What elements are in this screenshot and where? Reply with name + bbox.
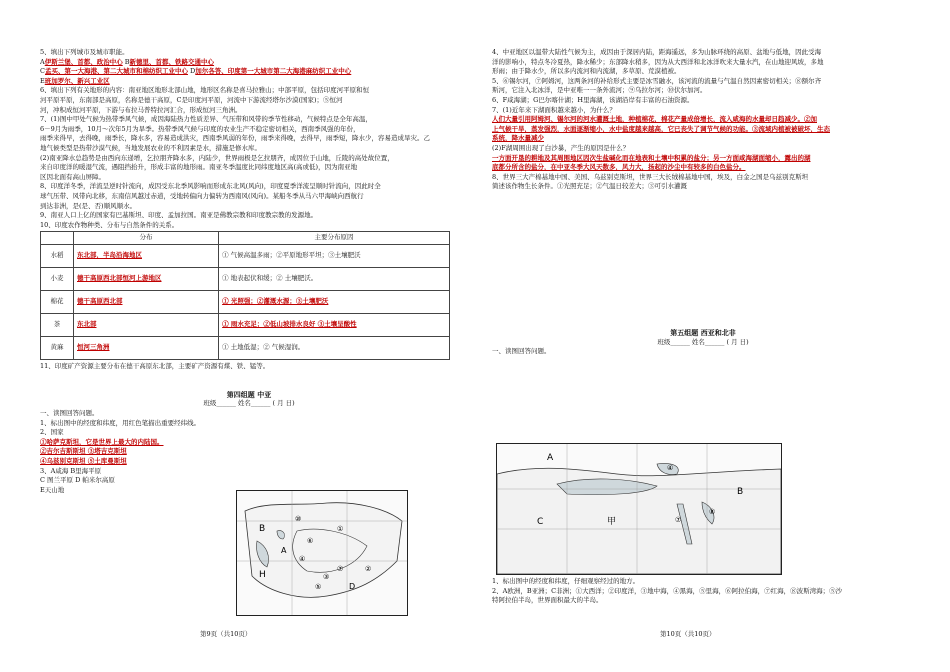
map-label: C (537, 517, 544, 527)
q7-2-line-3: 区因北面有高山屏障。 (40, 172, 105, 181)
s4-line-3: ①哈萨克斯坦，它是世界上最大的内陆国。 (40, 437, 164, 446)
q7-line-4: 地气候类型是热带沙漠气候，当地发展农业的不利因素是水，措施是修水库。 (40, 143, 261, 152)
map-label: ⑦ (337, 565, 344, 573)
map-label: ⑧ (709, 508, 716, 516)
q7-2-answer-1: 一方面开垦的耕地及其周围地区因次生盐碱化而在地表和土壤中积累的盐分；另一方面咸海湖面缩小，露出的湖 (492, 153, 811, 162)
map-label: ⑦ (675, 516, 682, 524)
map-label: ② (365, 565, 372, 573)
q4-line-1: 4、中亚地区以温带大陆性气候为主，成因由于深居内陆，距海遥远，多为山脉环绕的高原、盆地与低地，因此受海 (492, 48, 822, 56)
s5-line-2: 2、A欧洲，B亚洲；C非洲；①大西洋；②印度洋，③地中海，④黑海，⑤里海，⑥阿拉伯海，⑦红海，⑧波斯湾海；⑤沙 (492, 586, 843, 595)
left-page (40, 48, 458, 495)
q6-line-2: 河平原平原，东南部是高原，名称是德干高原，C是印度河平原，河流中下游流经塔尔沙漠(国家)；⑤恒河 (40, 95, 343, 104)
q7-answer-2: 上气候干旱，蒸发强烈，水面逐渐缩小，水中盐度越来越高，它已丧失了调节气候的功能。③流域内植被被破坏，生态 (492, 124, 830, 133)
q6-line: 6、F咸海湖；G巴尔喀什湖；H里海湖，该湖沿岸有丰富的石油资源。 (492, 95, 694, 104)
q5-line-e: E班加罗尔、新兴工业区 (40, 76, 110, 85)
s4-line-2: 2、国家 (40, 428, 64, 437)
central-asia-map (236, 490, 408, 616)
q5-line-1: 5、⑥锡尔河，⑦阿姆河，这两条河的补给形式主要是冰雪融水，该河流的流量与气温自然因素密切相关；⑧额尔齐 (492, 76, 822, 85)
table-row: 棉花 德干高原西北部 ① 光照强；②灌溉水源；③土壤肥沃 (41, 291, 450, 314)
q8-line-2: 简述该作物生长条件。①光照充足；②气温日较差大；③可引水灌溉 (492, 182, 687, 191)
s5-question: 一、读图回答问题。 (492, 347, 551, 356)
q7-answer-3: 系统，降水量减少 (492, 134, 544, 143)
q10-line: 10、印度农作物种类、分布与自然条件的关系。 (40, 220, 179, 229)
q9-line: 9、南亚人口上亿的国家有巴基斯坦、印度、孟加拉国。南亚是佛教宗教和印度教宗教的发源地。 (40, 211, 318, 220)
section-4-meta: 班级______ 姓名______ ( 月 日) (203, 399, 295, 408)
q5-line-c: C孟买、第一大海港、第二大城市和棉纺织工业中心 D加尔各答、印度第一大城市第二大海港麻纺织工业中心 (40, 67, 352, 76)
map-label: ① (337, 525, 344, 533)
map-label: ④ (299, 555, 306, 563)
table-row: 黄麻 恒河三角洲 ① 土地低湿；② 气候湿润。 (41, 337, 450, 360)
q7-answer-1: 人们大量引用阿姆河、锡尔河的河水灌溉土地，种植棉花，棉花产量成倍增长，流入咸海的水量却日趋减少。②加 (492, 115, 817, 124)
q8-line-2: 球气压带、风带向北移，东南信风越过赤道，受地转偏向力偏转为西南风(风向)。某船冬季从马六甲海峡向西航行 (40, 191, 364, 200)
map-label: ⑤ (315, 583, 322, 591)
west-asia-map-svg (497, 444, 781, 574)
q7-line: 7、(1)近年来下湖面积越来越小，为什么？ (492, 105, 616, 114)
crop-table (40, 231, 450, 360)
table-row: 水稻 东北部，半岛沿海地区 ① 气候高温多雨；②平原地形平坦；③土壤肥沃 (41, 245, 450, 268)
q4-line-3: 形雨；由于降水少，所以多内流河和内流湖，多草原、荒漠植被。 (492, 67, 681, 76)
q6-line-3: 河，冲积成恒河平原，下游与布拉马普特拉河汇合，形成恒河三角洲。 (40, 105, 242, 114)
section-5-title: 第五组题 西亚和北非 (670, 327, 736, 337)
map-label: A (281, 546, 287, 555)
s4-line-7: C 图兰平原 D 帕米尔高原 (40, 476, 115, 485)
q6-line-1: 6、填出下列有关地形的内容：南亚地区地形北部山地，地形区名称是喜马拉雅山；中部平原，包括印度河平原和恒 (40, 86, 370, 95)
west-asia-map (496, 443, 782, 575)
q7-2-line: (2)F湖周围出现了白沙暴，产生的原因是什么？ (492, 143, 630, 152)
q7-2-answer-2: 底都分所含的盐分，在中亚冬季大风天数多，风力大，扬起的沙尘中有较多的白色盐分。 (492, 163, 746, 172)
q7-2-line-1: (2)南亚降水总趋势是由西向东递增，乞拉朋齐降水多，内陆少，世界雨极是乞拉朋齐，成因位于山地，丘陵的高处故位置， (40, 153, 394, 162)
map-label: H (259, 570, 266, 580)
section-5-meta: 班级______ 姓名______ ( 月 日) (657, 337, 749, 346)
right-page (492, 48, 914, 357)
s4-line-1: 1、标出图中的经度和纬度，用红色笔描出重要经纬线。 (40, 418, 201, 427)
q7-line-2: 6－9月为雨季，10月～次年5月为旱季。热带季风气候与印度的农业生产不稳定密切相关，西南季风强的年份， (40, 124, 360, 133)
q7-2-line-2: 来自印度洋的暖湿气流，遇阻挡抬升，形成丰富的地形雨。南亚冬季温度比同纬度地区高(高或低)，因为南亚地 (40, 163, 358, 172)
map-label: B (737, 487, 744, 497)
table-row: 小麦 德干高原西北部恒河上游地区 ① 地表起伏和缓；② 土壤肥沃。 (41, 268, 450, 291)
section-4-title: 第四组题 中亚 (226, 389, 272, 399)
q5-stem: 5、填出下列城市及城市职能。 (40, 48, 129, 56)
q4-line-2: 洋的影响小，特点冬冷夏热，降水稀少；东部降水稍多，因为从大西洋和北冰洋吹来大量水汽，在山地迎风坡，多地 (492, 57, 824, 66)
table-row: 茶 东北部 ① 雨水充足；②低山坡排水良好 ③土壤呈酸性 (41, 314, 450, 337)
map-label: ⑩ (295, 515, 302, 523)
map-label: ③ (323, 573, 330, 581)
q7-line-3: 雨季来得早，去得晚，雨季长，降水多，容易造成洪灾，西南季风弱的年份，雨季来得晚，去得早，雨季短，降水少，容易造成旱灾。乙 (40, 134, 430, 143)
s4-line-4: ②吉尔吉斯斯坦 ③塔吉克斯坦 (40, 447, 127, 456)
left-page-footer: 第9页（共10页） (200, 630, 252, 638)
s4-line-8: E天山地 (40, 485, 65, 494)
map-label: A (547, 453, 554, 463)
s4-line-5: ④乌兹别克斯坦 ⑤土库曼斯坦 (40, 457, 127, 466)
q11-line: 11、印度矿产资源主要分布在德干高原东北部，主要矿产资源有煤、铁、锰等。 (40, 362, 270, 371)
q7-line-1: 7、(1)图中甲处气候为热带季风气候，成因海陆热力性质差异、气压带和风带的季节性移动，气候特点是全年高温， (40, 115, 372, 124)
map-label: ⑥ (307, 537, 314, 545)
s4-line-6: 3、A咸海 B里海平原 (40, 466, 102, 475)
s4-question: 一、读图回答问题。 (40, 409, 99, 418)
table-header: 分布 主要分布原因 (41, 232, 450, 245)
q8-line-1: 8、世界三大产棉基地中国、美国、乌兹别克斯坦，世界三大长绒棉基地中国，埃及，白金之国是乌兹别克斯坦 (492, 172, 809, 181)
central-asia-map-svg (237, 491, 407, 615)
s5-line-3: 特阿拉伯半岛，世界面积最大的半岛。 (492, 596, 603, 605)
map-label: B (259, 524, 266, 534)
s5-lines (492, 577, 914, 606)
q5-line-2: 斯河，它注入北冰洋，是中亚唯一一条外流河；⑨乌拉尔河；⑩伏尔加河。 (492, 86, 707, 95)
map-label: ④ (667, 464, 674, 472)
q5-line-a: A伊斯兰堡、首都、政治中心 B新德里、首都、铁路交通中心 (40, 57, 215, 66)
map-label: 甲 (607, 517, 617, 527)
s5-line-1: 1、标出图中的经度和纬度，仔细观察经过的地方。 (492, 577, 640, 585)
right-page-footer: 第10页（共10页） (660, 630, 716, 638)
map-label: D (349, 582, 356, 591)
q8-line-3: 到达非洲，是(是、否)顺风顺水。 (40, 201, 137, 210)
q8-line-1: 8、印度洋冬季，洋流呈逆时针流向，成因受东北季风影响而形成东北风(风向)，印度夏季洋流呈顺时针流向，因此时全 (40, 182, 381, 191)
